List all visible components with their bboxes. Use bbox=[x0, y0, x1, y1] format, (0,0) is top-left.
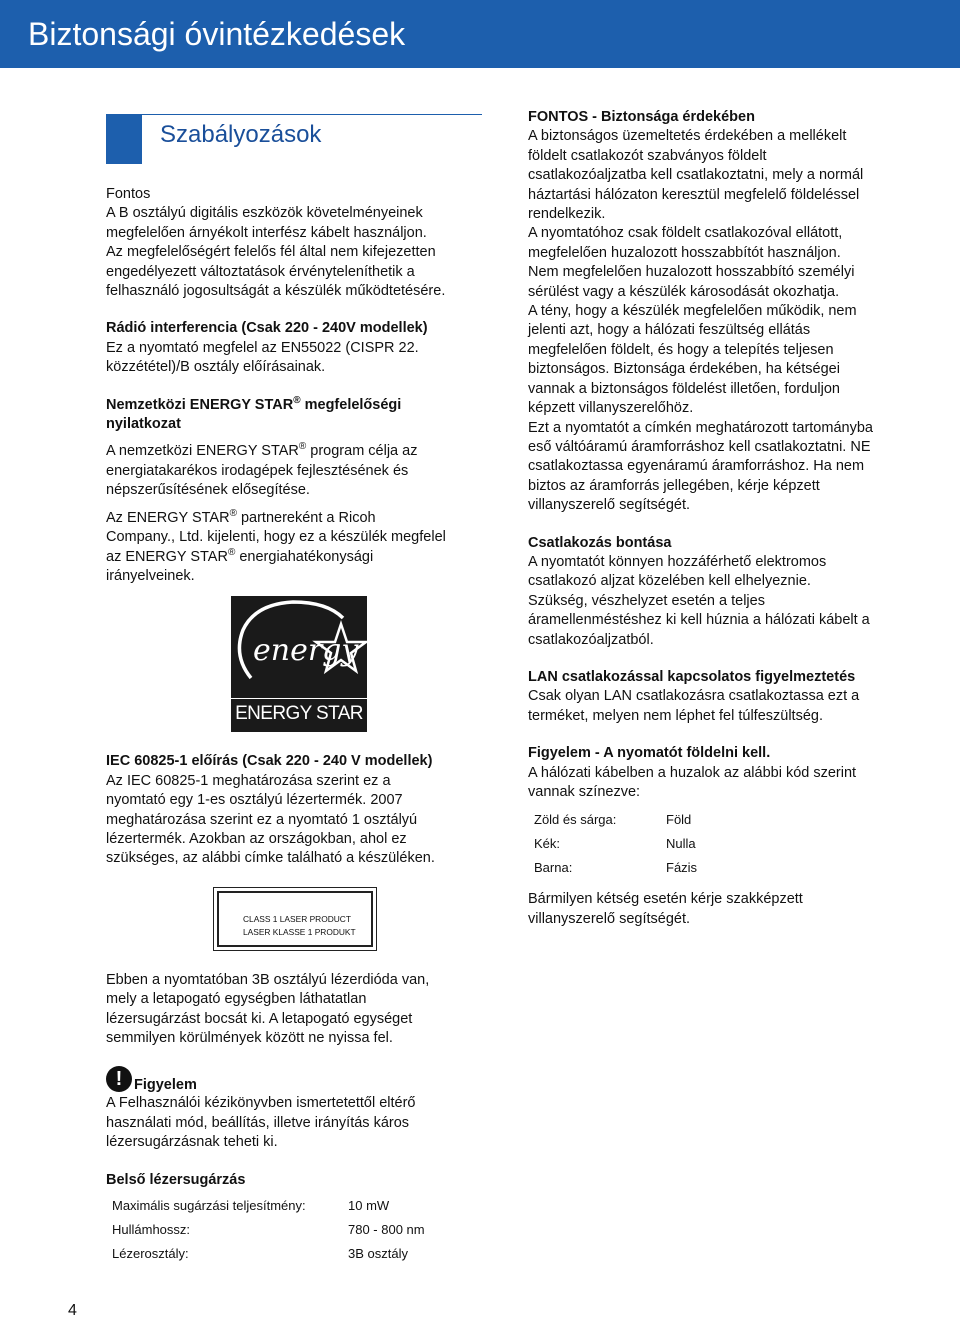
energy-star-logo-text: ENERGY STAR bbox=[235, 703, 363, 725]
iec-line: szükséges, az alábbi címke található a készüléken. bbox=[106, 850, 435, 867]
energy-p2-line: Company., Ltd. kijelenti, hogy ez a készülék megfelel bbox=[106, 529, 446, 546]
wire-color: Kék: bbox=[534, 836, 561, 852]
disconnect-block bbox=[528, 534, 928, 650]
laser-label-line: LASER KLASSE 1 PRODUKT bbox=[243, 926, 356, 937]
grounding-block bbox=[528, 744, 928, 929]
safety-line: Nem megfelelően huzalozott hosszabbító személyi bbox=[528, 264, 855, 281]
warning-title: Figyelem bbox=[134, 1077, 197, 1094]
exclamation-icon: ! bbox=[106, 1066, 132, 1092]
wire-color: Zöld és sárga: bbox=[534, 812, 617, 828]
safety-line: rendelkezik. bbox=[528, 206, 606, 223]
right-column bbox=[528, 108, 928, 929]
safety-line: sérülést vagy a készülék károsodását okozhatja. bbox=[528, 283, 840, 300]
table-row bbox=[112, 1242, 425, 1266]
section-marker bbox=[106, 114, 142, 164]
wire-color-table bbox=[534, 808, 697, 880]
section-header bbox=[106, 112, 490, 164]
energy-p2-line: irányelveinek. bbox=[106, 567, 195, 584]
iec-line: lézertermék. Azokban az országokban, ahol ez bbox=[106, 830, 407, 847]
disconnect-line: áramellenméstéshez ki kell húznia a hálózati kábelt a bbox=[528, 612, 870, 629]
lan-block bbox=[528, 668, 928, 726]
laser-label-line: CLASS 1 LASER PRODUCT bbox=[243, 913, 351, 924]
wire-function: Nulla bbox=[666, 836, 696, 852]
table-row bbox=[112, 1194, 425, 1218]
spec-value: 780 - 800 nm bbox=[348, 1222, 425, 1237]
safety-line: csatlakoztassa egyenáramú áramforráshoz. Ha nem bbox=[528, 458, 865, 475]
section-title: Szabályozások bbox=[160, 121, 322, 148]
iec-line: Az IEC 60825-1 meghatározása szerint ez a bbox=[106, 772, 391, 789]
laser-spec-table bbox=[112, 1194, 425, 1266]
grounding-line: vannak színezve: bbox=[528, 784, 641, 800]
table-row bbox=[112, 1218, 425, 1242]
lan-line: terméket, melyen nem léphet fel túlfeszültség. bbox=[528, 707, 823, 724]
registered-mark: ® bbox=[293, 394, 301, 406]
disconnect-line: Szükség, vészhelyzet esetén a teljes bbox=[528, 592, 765, 609]
laser-diode-paragraph bbox=[106, 971, 490, 1049]
safety-line: képzett villanyszerelőhöz. bbox=[528, 400, 694, 417]
safety-heading: FONTOS - Biztonsága érdekében bbox=[528, 109, 755, 125]
energy-heading-line2: nyilatkozat bbox=[106, 416, 181, 433]
radio-heading: Rádió interferencia (Csak 220 - 240V modellek) bbox=[106, 320, 428, 337]
energy-heading-tail: megfelelőségi bbox=[300, 396, 402, 413]
safety-line: jelenti azt, hogy a hálózati feszültség ellátás bbox=[528, 322, 811, 339]
page-title: Biztonsági óvintézkedések bbox=[28, 16, 406, 52]
warning-line: lézersugárzásnak teheti ki. bbox=[106, 1134, 278, 1151]
page-header bbox=[0, 0, 960, 68]
grounding-heading: Figyelem - A nyomatót földelni kell. bbox=[528, 745, 771, 762]
disconnect-line: csatlakozóaljzatból. bbox=[528, 631, 654, 648]
disconnect-line: csatlakozó aljzat közelében kell elhelyeznie. bbox=[528, 573, 811, 590]
safety-line: csatlakozóaljzatba kell csatlakoztatni, mely a normál bbox=[528, 167, 864, 184]
energy-p2-tail: energiahatékonysági bbox=[235, 548, 374, 565]
warning-line: A Felhasználói kézikönyvben ismertetettől eltérő bbox=[106, 1095, 416, 1112]
registered-mark: ® bbox=[298, 441, 307, 453]
wire-color: Barna: bbox=[534, 860, 573, 876]
internal-radiation-block bbox=[106, 1171, 490, 1266]
safety-line: biztos az áramforrás jellegében, kérje képzett bbox=[528, 477, 820, 494]
fontos-line: Az megfelelőségért felelős fél által nem kifejezetten bbox=[106, 244, 436, 261]
energy-paragraph-1 bbox=[106, 442, 490, 500]
wire-function: Föld bbox=[666, 812, 692, 828]
grounding-after-line: villanyszerelő segítségét. bbox=[528, 910, 690, 927]
fontos-line: engedélyezett változtatások érvényteleníthetik a bbox=[106, 263, 415, 280]
spec-value: 10 mW bbox=[348, 1198, 390, 1213]
laser-class-label bbox=[213, 887, 377, 951]
energy-heading-text: Nemzetközi ENERGY STAR bbox=[106, 396, 294, 413]
grounding-after-line: Bármilyen kétség esetén kérje szakképzett bbox=[528, 891, 803, 908]
safety-line: A nyomtatóhoz csak földelt csatlakozóval ellátott, bbox=[528, 225, 843, 242]
safety-block bbox=[528, 108, 928, 516]
fontos-line: felhasználó jogosultságát a készülék működtetésére. bbox=[106, 283, 446, 300]
energy-p2-tail: partnereként a Ricoh bbox=[236, 509, 376, 526]
warning-block bbox=[106, 1066, 490, 1152]
disconnect-heading: Csatlakozás bontása bbox=[528, 534, 672, 551]
safety-line: A tény, hogy a készülék megfelelően működik, nem bbox=[528, 303, 857, 320]
internal-radiation-heading: Belső lézersugárzás bbox=[106, 1171, 246, 1188]
laser-diode-line: semmilyen körülmények között ne nyissa fel. bbox=[106, 1029, 393, 1046]
spec-label: Hullámhossz: bbox=[112, 1222, 191, 1237]
energy-paragraph-2 bbox=[106, 509, 490, 587]
energy-p1-text: A nemzetközi ENERGY STAR bbox=[106, 443, 299, 460]
radio-line: közzététel)/B osztály előírásainak. bbox=[106, 359, 326, 376]
iec-block bbox=[106, 752, 490, 868]
fontos-heading: Fontos bbox=[106, 186, 151, 202]
laser-diode-line: Ebben a nyomtatóban 3B osztályú lézerdióda van, bbox=[106, 971, 430, 988]
fontos-line: megfelelően árnyékolt interfész kábelt használjon. bbox=[106, 224, 427, 241]
grounding-line: A hálózati kábelben a huzalok az alábbi kód szerint bbox=[528, 764, 857, 781]
iec-line: nyomtató egy 1-es osztályú lézertermék. 2007 bbox=[106, 792, 403, 809]
spec-label: Lézerosztály: bbox=[112, 1246, 189, 1261]
spec-label: Maximális sugárzási teljesítmény: bbox=[112, 1198, 306, 1213]
energy-p1-line: energiatakarékos irodagépek fejlesztésének és bbox=[106, 462, 409, 479]
energy-script: energy bbox=[253, 633, 359, 669]
safety-line: A biztonságos üzemeltetés érdekében a mellékelt bbox=[528, 128, 847, 145]
safety-line: biztonságos. Biztonsága érdekében, ha kétségei bbox=[528, 361, 840, 378]
energy-star-logo bbox=[231, 596, 367, 732]
energy-p1-line: népszerűsítésének elősegítése. bbox=[106, 482, 310, 499]
fontos-line: A B osztályú digitális eszközök követelményeinek bbox=[106, 205, 423, 222]
energy-p1-tail: program célja az bbox=[306, 443, 418, 460]
table-row bbox=[534, 808, 697, 832]
disconnect-line: A nyomtatót könnyen hozzáférhető elektromos bbox=[528, 553, 827, 570]
page-number: 4 bbox=[68, 1302, 77, 1319]
radio-line: Ez a nyomtató megfelel az EN55022 (CISPR 22. bbox=[106, 339, 419, 356]
energy-star-art bbox=[231, 596, 367, 696]
safety-line: vannak a biztonságos földelést illetően, forduljon bbox=[528, 380, 840, 397]
energy-heading bbox=[106, 396, 490, 435]
logo-divider bbox=[231, 698, 367, 699]
laser-diode-line: lézersugárzást bocsát ki. A letapogató egységet bbox=[106, 1010, 413, 1027]
iec-line: meghatározása szerint ez a nyomtató 1 osztályú bbox=[106, 811, 418, 828]
energy-p2-text: Az ENERGY STAR bbox=[106, 509, 230, 526]
table-row bbox=[534, 832, 697, 856]
safety-line: Ezt a nyomtatót a címkén meghatározott tartományba bbox=[528, 419, 873, 436]
laser-label-inner bbox=[217, 891, 373, 947]
table-row bbox=[534, 856, 697, 880]
lan-heading: LAN csatlakozással kapcsolatos figyelmeztetés bbox=[528, 668, 856, 685]
safety-line: villanyszerelő segítségét. bbox=[528, 497, 690, 514]
safety-line: földelt csatlakozót szabványos földelt bbox=[528, 147, 767, 164]
radio-block bbox=[106, 319, 490, 377]
wire-function: Fázis bbox=[666, 860, 698, 876]
safety-line: megfelelően huzalozott hosszabbítót használjon. bbox=[528, 244, 841, 261]
registered-mark: ® bbox=[229, 507, 237, 519]
safety-line: eső váltóáramú áramforráshoz kell csatlakoztatni. NE bbox=[528, 438, 871, 455]
left-column bbox=[106, 112, 490, 1266]
spec-value: 3B osztály bbox=[348, 1246, 408, 1261]
iec-heading: IEC 60825-1 előírás (Csak 220 - 240 V modellek) bbox=[106, 753, 433, 770]
section-rule bbox=[142, 114, 482, 115]
registered-mark: ® bbox=[227, 546, 236, 558]
energy-p2-text: az ENERGY STAR bbox=[106, 548, 228, 565]
safety-line: háztartási hálózaton keresztül megfelelő földeléssel bbox=[528, 186, 860, 203]
safety-line: megfelelően földelt, és hogy a telepítés teljesen bbox=[528, 341, 834, 358]
warning-line: használati mód, beállítás, illetve irányítás káros bbox=[106, 1114, 410, 1131]
lan-line: Csak olyan LAN csatlakozásra csatlakoztassa ezt a bbox=[528, 688, 860, 705]
laser-diode-line: mely a letapogató egységben láthatatlan bbox=[106, 991, 367, 1008]
warning-header bbox=[106, 1066, 490, 1094]
fontos-block bbox=[106, 185, 490, 301]
